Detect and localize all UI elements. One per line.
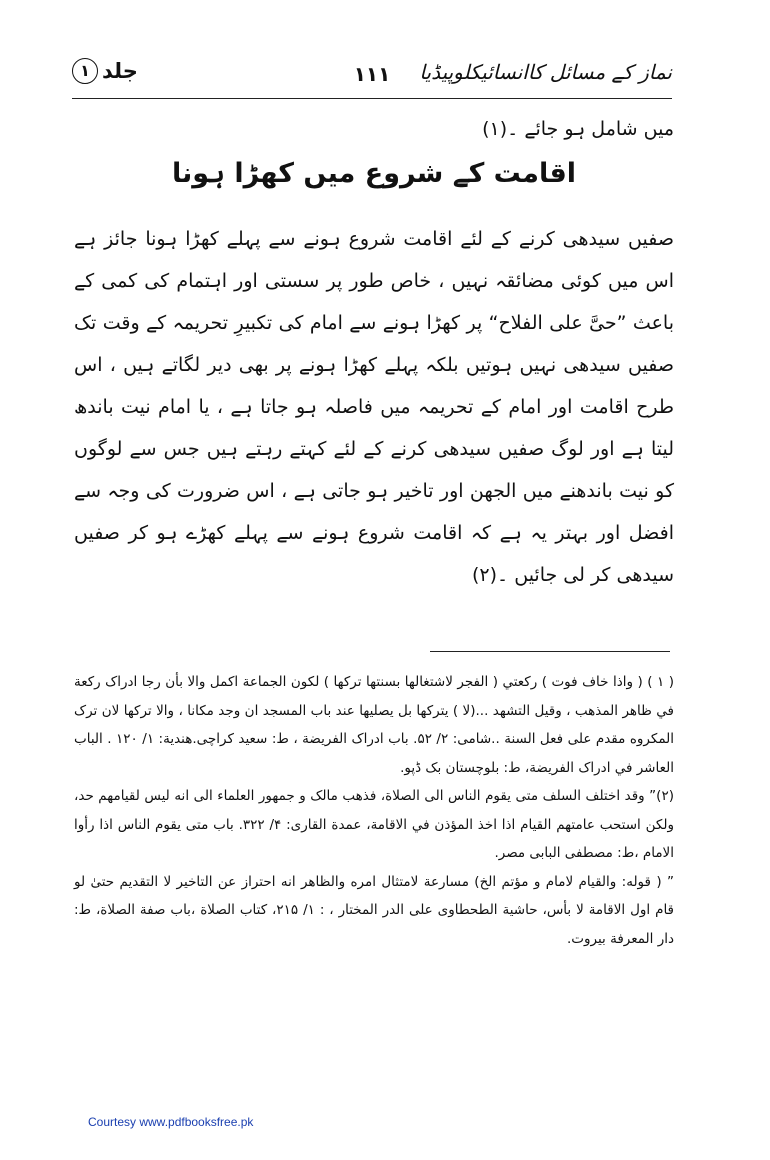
running-header: [72, 58, 672, 99]
footnote-divider: [430, 651, 670, 652]
main-paragraph: صفیں سیدھی کرنے کے لئے اقامت شروع ہونے سے پہلے کھڑا ہونا جائز ہے اس میں کوئی مضائقہ نہیں ، خاص طور پر سستی اور اہتمام کی کمی کے باعث ”حیَّ علی الفلاح“ پر کھڑا ہونے سے امام کی تکبیرِ تحریمہ کے وقت تک صفیں سیدھی نہیں ہوتیں بلکہ پہلے کھڑا ہونے پر بھی دیر لگاتے ہیں ، اس طرح اقامت اور امام کے تحریمہ میں فاصلہ ہو جاتا ہے ، یا امام نیت باندھ لیتا ہے اور لوگ صفیں سیدھی کرنے کے لئے کہتے رہتے ہیں جس سے لوگوں کو نیت باندھنے میں الجھن اور تاخیر ہو جاتی ہے ، اس ضرورت کی وجہ سے افضل اور بہتر یہ ہے کہ اقامت شروع ہونے سے پہلے کھڑے ہو کر صفیں سیدھی کر لی جائیں ۔(۲): [74, 228, 674, 586]
footnotes: [74, 668, 674, 953]
footnote-2-continued: ” ( قوله: والقيام لامام و مؤتم الخ) مسارعة لامتثال امره والظاهر انه احتراز عن التاخير لا التقديم حتیٰ لو قام اول الاقامة لا بأس، حاشية الطحطاوى على الدر المختار ، : ۱/ ۲۱۵، كتاب الصلاة ،باب صفة الصلاة، ط: دار المعرفة بيروت.: [74, 873, 675, 947]
courtesy-link[interactable]: Courtesy www.pdfbooksfree.pk: [88, 1115, 254, 1129]
carryover-line: میں شامل ہو جائے ۔(۱): [482, 118, 674, 140]
page-number: ۱۱۱: [353, 62, 391, 86]
section-heading: اقامت کے شروع میں کھڑا ہونا: [171, 158, 577, 189]
book-title: نماز کے مسائل کاانسائیکلوپیڈیا: [419, 60, 672, 84]
volume-number-badge: ۱: [72, 58, 98, 84]
volume-label: [72, 58, 138, 84]
footnote-1: ( ۱ ) ( واذا خاف فوت ) ركعتي ( الفجر لاشتغالها بسنتها تركها ) لكون الجماعة اكمل والا بأن رجا ادراک ركعة في ظاهر المذهب ، وقيل التشهد ...(لا ) يتركها بل يصليها عند باب المسجد ان وجد مكانا ، والا تركها لان ترک المكروه مقدم على فعل السنة ..شامی: ۲/ ۵۲. باب ادراک الفريضة ، ط: سعيد كراچی.هندية: ۱/ ۱۲۰ . الباب العاشر في ادراک الفريضة، ط: بلوچستان بک ڈپو.: [74, 674, 675, 776]
volume-label-text: جلد: [102, 59, 138, 83]
footnote-2: (۲)” وقد اختلف السلف متی یقوم الناس الی الصلاة، فذهب مالک و جمهور العلماء الی انه ليس لقيامهم حد، ولكن استحب عامتهم القيام اذا اخذ المؤذن في الاقامة، عمدة القارى: ۴/ ۳۲۲. باب متی یقوم الناس اذا رأوا الامام ،ط: مصطفی البابی مصر.: [74, 788, 674, 861]
